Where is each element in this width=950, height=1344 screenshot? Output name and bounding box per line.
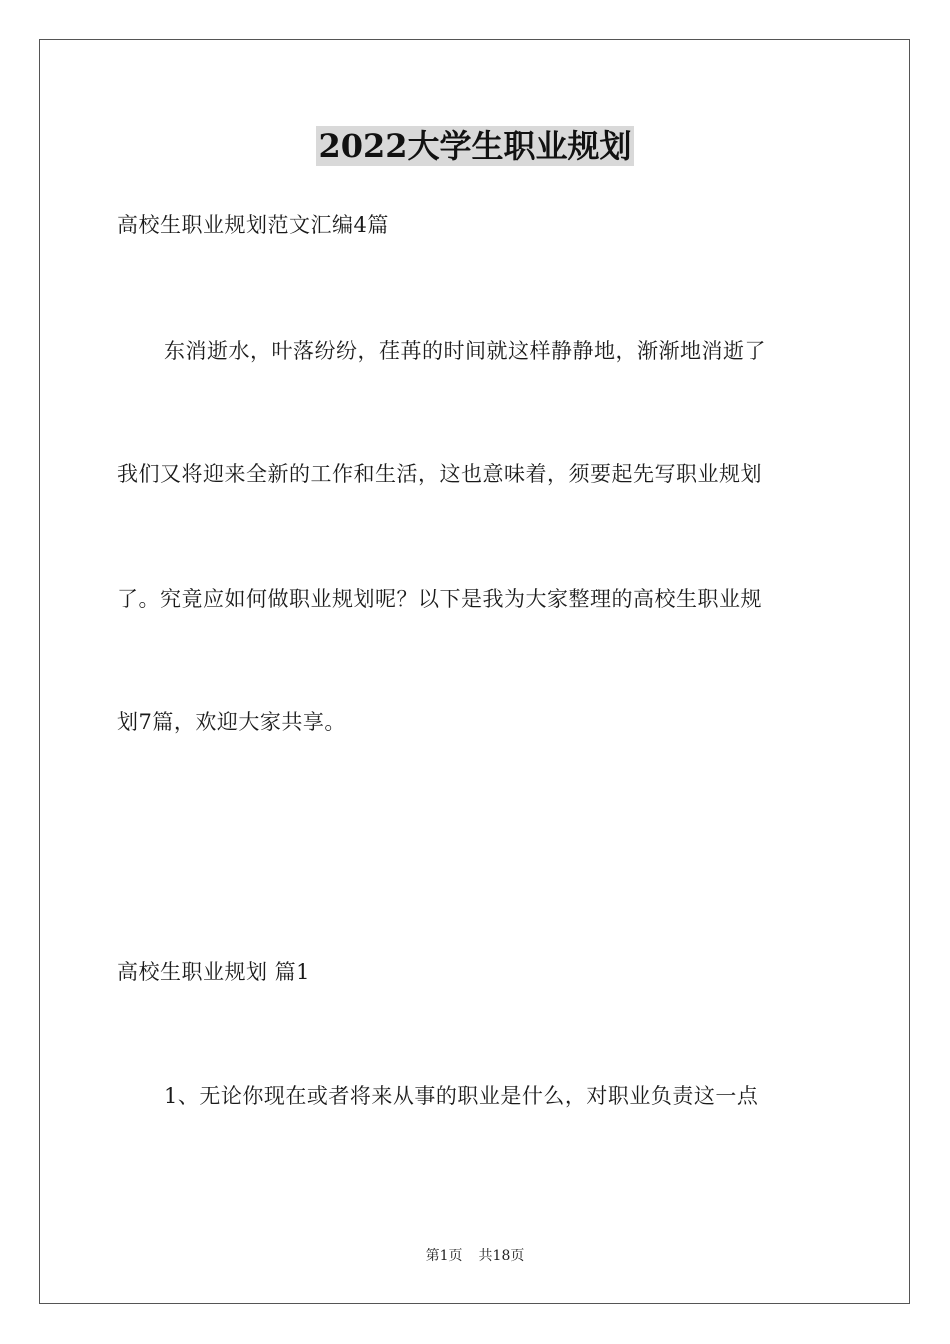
section-line: 1、无论你现在或者将来从事的职业是什么，对职业负责这一点 [164, 1084, 759, 1108]
title-container [0, 126, 950, 166]
intro-line: 了。究竟应如何做职业规划呢？以下是我为大家整理的高校生职业规 [117, 587, 762, 611]
page-total: 共18页 [478, 1248, 525, 1264]
document-subtitle: 高校生职业规划范文汇编4篇 [117, 213, 389, 237]
intro-line: 东消逝水，叶落纷纷，荏苒的时间就这样静静地，渐渐地消逝了 [164, 339, 766, 363]
intro-line: 划7篇，欢迎大家共享。 [117, 710, 346, 734]
document-title: 2022大学生职业规划 [318, 127, 632, 165]
page-footer [0, 1247, 950, 1265]
intro-line: 我们又将迎来全新的工作和生活，这也意味着，须要起先写职业规划 [117, 462, 762, 486]
page-number: 第1页 [425, 1248, 463, 1264]
section-heading: 高校生职业规划 篇1 [117, 960, 311, 984]
